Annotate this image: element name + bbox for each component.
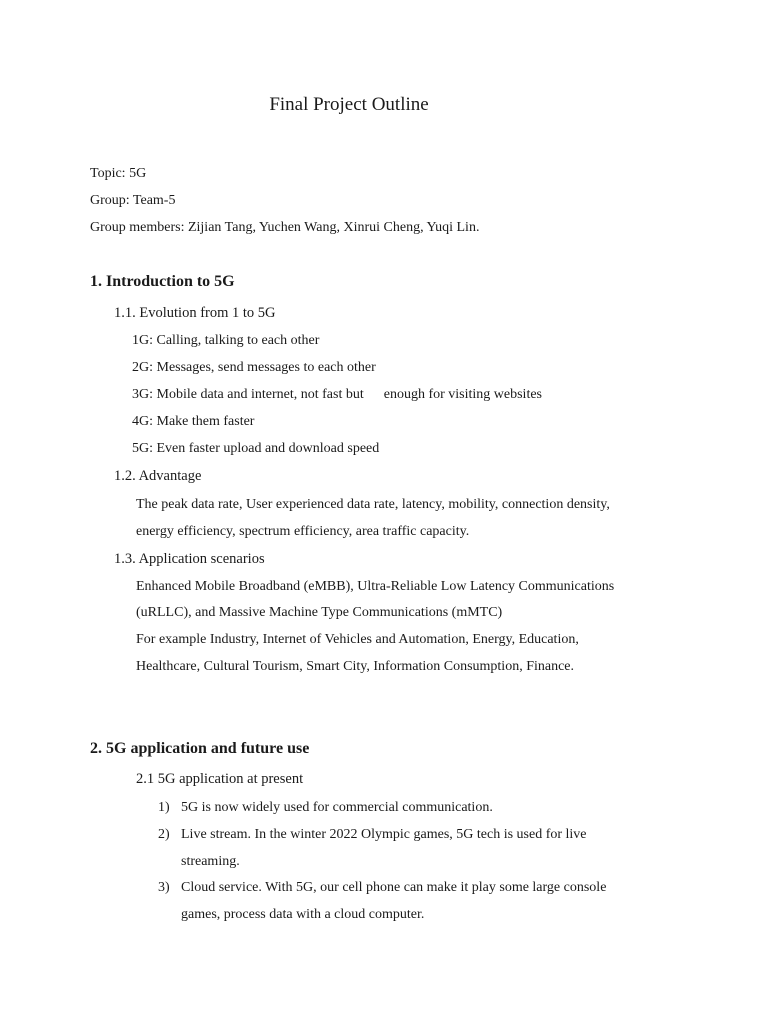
evolution-item-5g: 5G: Even faster upload and download speed	[132, 441, 380, 456]
list-item	[158, 826, 587, 844]
subsection-2-1-heading: 2.1 5G application at present	[136, 771, 304, 787]
evolution-item-3g	[132, 386, 542, 404]
topic-line: Topic: 5G	[90, 166, 147, 181]
list-item-text: Live stream. In the winter 2022 Olympic games, 5G tech is used for live	[181, 827, 587, 842]
list-item-continuation: games, process data with a cloud computer.	[181, 907, 425, 922]
subsection-1-2-heading: 1.2. Advantage	[114, 468, 202, 484]
scenarios-line-3: For example Industry, Internet of Vehicles and Automation, Energy, Education,	[136, 632, 579, 647]
advantage-line-2: energy efficiency, spectrum efficiency, area traffic capacity.	[136, 524, 470, 539]
members-line: Group members: Zijian Tang, Yuchen Wang, Xinrui Cheng, Yuqi Lin.	[90, 220, 480, 235]
list-item-continuation: streaming.	[181, 854, 240, 869]
evolution-item-3g-part2: enough for visiting websites	[383, 387, 542, 402]
section-1-heading: 1. Introduction to 5G	[90, 273, 235, 290]
document-title: Final Project Outline	[269, 94, 429, 115]
scenarios-line-2: (uRLLC), and Massive Machine Type Communications (mMTC)	[136, 605, 503, 620]
list-item-text: Cloud service. With 5G, our cell phone can make it play some large console	[181, 880, 607, 895]
group-line: Group: Team-5	[90, 193, 176, 208]
list-item-number: 3)	[158, 880, 170, 895]
advantage-line-1: The peak data rate, User experienced data rate, latency, mobility, connection density,	[136, 497, 610, 512]
list-item	[158, 799, 493, 817]
evolution-item-2g: 2G: Messages, send messages to each other	[132, 360, 376, 375]
list-item-number: 2)	[158, 827, 170, 842]
list-item	[158, 879, 606, 897]
evolution-item-3g-part1: 3G: Mobile data and internet, not fast but	[132, 387, 364, 402]
list-item-text: 5G is now widely used for commercial communication.	[181, 800, 493, 815]
subsection-1-1-heading: 1.1. Evolution from 1 to 5G	[114, 305, 276, 321]
subsection-1-3-heading: 1.3. Application scenarios	[114, 551, 265, 567]
evolution-item-1g: 1G: Calling, talking to each other	[132, 333, 320, 348]
list-item-number: 1)	[158, 800, 170, 815]
section-2-heading: 2. 5G application and future use	[90, 740, 310, 757]
scenarios-line-1: Enhanced Mobile Broadband (eMBB), Ultra-Reliable Low Latency Communications	[136, 579, 615, 594]
evolution-item-4g: 4G: Make them faster	[132, 414, 255, 429]
scenarios-line-4: Healthcare, Cultural Tourism, Smart City, Information Consumption, Finance.	[136, 659, 575, 674]
